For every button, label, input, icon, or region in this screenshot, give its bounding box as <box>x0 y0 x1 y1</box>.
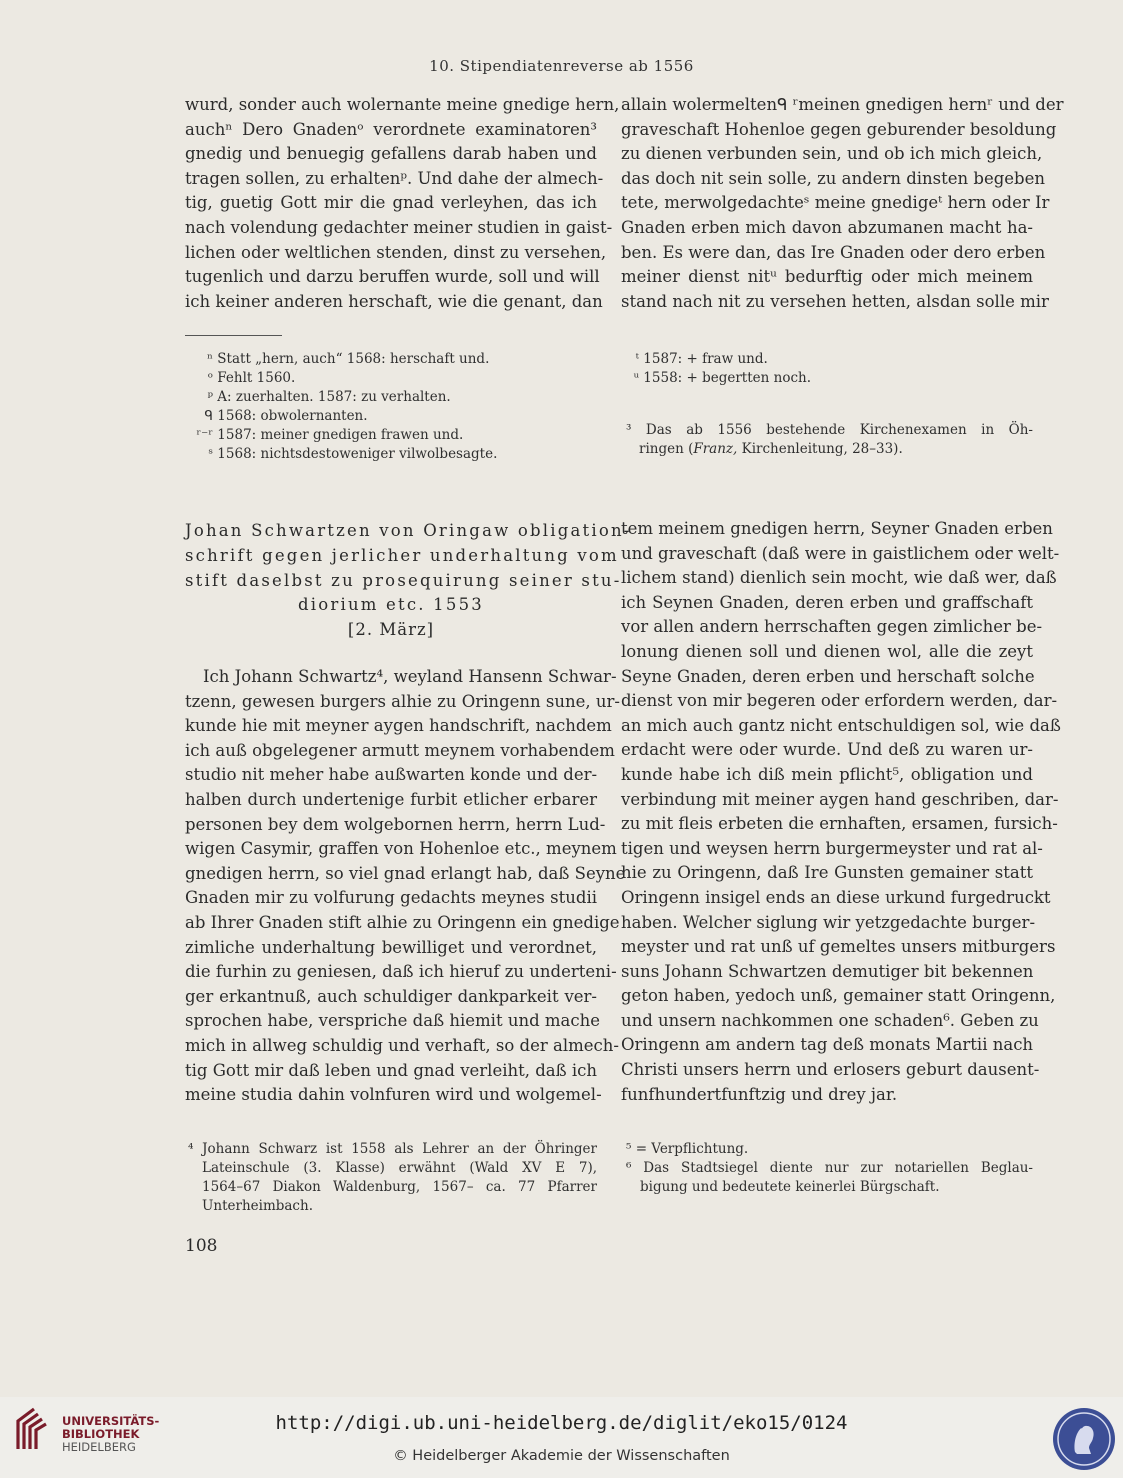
text-line: meyster und rat unß uf gemeltes unsers mitburgers <box>621 937 1056 957</box>
apparatus-notes-right <box>621 350 1033 388</box>
bottom-left-column <box>185 665 626 1108</box>
text-line: zu dienen verbunden sein, und ob ich mich gleich, <box>621 144 1043 164</box>
text-line: kunde habe ich diß mein pflicht⁵, obligation und <box>621 764 1033 784</box>
text-line: wurd, sonder auch wolernante meine gnedige hern, <box>185 95 620 114</box>
text-line: Ich Johann Schwartz⁴, weyland Hansenn Schwar- <box>203 667 617 686</box>
text-line: gnedigen herrn, so viel gnad erlangt hab, daß Seyne <box>185 863 626 883</box>
text-line: funfhundertfunftzig und drey jar. <box>621 1084 898 1104</box>
text-line: graveschaft Hohenloe gegen geburender besoldung <box>621 119 1057 139</box>
text-line: tugenlich und darzu beruffen wurde, soll und will <box>185 267 600 287</box>
academy-seal-graphic <box>1051 1406 1117 1472</box>
text-line: lichem stand) dienlich sein mocht, wie daß wer, daß <box>621 568 1057 588</box>
top-right-column <box>621 93 1064 314</box>
apparatus-note: ᵖ A: zuerhalten. 1587: zu verhalten. <box>207 389 451 405</box>
footnotes-right <box>626 1140 1033 1197</box>
footnote-line: Lateinschule (3. Klasse) erwähnt (Wald XV E 7), <box>202 1160 597 1176</box>
title-line: schrift gegen jerlicher underhaltung vom <box>185 545 619 565</box>
title-line: diorium etc. 1553 <box>298 595 484 615</box>
text-line: zimliche underhaltung bewilliget und verordnet, <box>185 937 597 957</box>
text-line: haben. Welcher siglung wir yetzgedachte burger- <box>621 912 1036 932</box>
text-line: gnedig und benuegig gefallens darab haben und <box>185 144 597 164</box>
text-line: allain wolermeltenᑫ ʳmeinen gnedigen hernʳ und der <box>621 95 1064 114</box>
text-line: die furhin zu geniesen, daß ich hieruf zu underteni- <box>185 962 617 982</box>
apparatus-note: ⁿ Statt „hern, auch“ 1568: herschaft und. <box>207 351 490 367</box>
apparatus-note: ˢ 1568: nichtsdestoweniger vilwolbesagte. <box>208 446 498 462</box>
apparatus-notes-left <box>185 350 605 464</box>
footnotes-left <box>188 1140 597 1216</box>
bottom-right-column <box>621 517 1061 1107</box>
text-line: tigen und weysen herrn burgermeyster und rat al- <box>621 838 1043 858</box>
permalink-url[interactable]: http://digi.ub.uni-heidelberg.de/diglit/eko15/0124 <box>275 1412 848 1434</box>
footnote-line: 1564–67 Diakon Waldenburg, 1567– ca. 77 Pfarrer <box>202 1179 597 1195</box>
text-line: tete, merwolgedachteˢ meine gnedigeᵗ hern oder Ir <box>621 193 1050 213</box>
text-line: kunde hie mit meyner aygen handschrift, nachdem <box>185 716 612 736</box>
text-line: Oringenn am andern tag deß monats Martii nach <box>621 1035 1034 1055</box>
text-line: dienst von mir begeren oder erfordern werden, dar- <box>621 691 1058 711</box>
text-line: vor allen andern herrschaften gegen zimlicher be- <box>621 617 1043 637</box>
text-line: halben durch undertenige furbit etlicher erbarer <box>185 789 597 809</box>
text-line: das doch nit sein solle, zu andern dinsten begeben <box>621 168 1046 188</box>
text-line: auchⁿ Dero Gnadenᵒ verordnete examinatoren³ <box>185 119 597 139</box>
text-line: Seyne Gnaden, deren erben und herschaft solche <box>621 666 1035 686</box>
title-line: stift daselbst zu prosequirung seiner stu- <box>185 570 622 590</box>
footnote-line: ⁵ = Verpflichtung. <box>626 1141 749 1157</box>
text-line: ich Seynen Gnaden, deren erben und graffschaft <box>621 592 1033 612</box>
text-line: Oringenn insigel ends an diese urkund furgedruckt <box>621 887 1051 907</box>
text-line: tzenn, gewesen burgers alhie zu Oringenn sune, ur- <box>185 691 620 711</box>
title-date: [2. März] <box>347 620 435 640</box>
footnote-line: ⁴ Johann Schwarz ist 1558 als Lehrer an der Öhringer <box>188 1141 597 1157</box>
text-line: tem meinem gnedigen herrn, Seyner Gnaden erben <box>621 519 1053 538</box>
text-line: geton haben, yedoch unß, gemainer statt Oringenn, <box>621 986 1056 1006</box>
text-line: ab Ihrer Gnaden stift alhie zu Oringenn ein gnedige <box>185 912 620 932</box>
text-line: und unsern nachkommen one schaden⁶. Geben zu <box>621 1010 1039 1030</box>
footnote-line: Unterheimbach. <box>202 1198 313 1214</box>
footnote-line: ⁶ Das Stadtsiegel diente nur zur notariellen Beglau- <box>626 1160 1033 1176</box>
academy-seal-icon[interactable] <box>1051 1406 1117 1472</box>
text-line: Gnaden mir zu volfurung gedachts meynes studii <box>185 888 597 908</box>
text-line: erdacht were oder wurde. Und deß zu waren ur- <box>621 740 1033 760</box>
top-left-column <box>185 93 620 314</box>
text-line: stand nach nit zu versehen hetten, alsdan solle mir <box>621 291 1049 311</box>
text-line: tig Gott mir daß leben und gnad verleiht, daß ich <box>185 1060 598 1080</box>
text-line: lonung dienen soll und dienen wol, alle die zeyt <box>621 641 1033 661</box>
text-line: an mich auch gantz nicht entschuldigen sol, wie daß <box>621 715 1061 735</box>
text-line: meine studia dahin volnfuren wird und wolgemel- <box>185 1085 602 1105</box>
copyright-text: © Heidelberger Akademie der Wissenschaften <box>393 1448 730 1464</box>
text-line: wigen Casymir, graffen von Hohenloe etc., meynem <box>185 839 617 859</box>
footnote-line: ³ Das ab 1556 bestehende Kirchenexamen in Öh- <box>626 422 1033 438</box>
text-line: und graveschaft (daß were in gaistlichem oder welt- <box>621 543 1060 563</box>
text-line: Gnaden erben mich davon abzumanen macht ha- <box>621 217 1033 237</box>
text-line: hie zu Oringenn, daß Ire Gunsten gemainer statt <box>621 863 1033 883</box>
title-line: Johan Schwartzen von Oringaw obligation- <box>185 521 632 540</box>
text-line: tig, guetig Gott mir die gnad verleyhen, das ich <box>185 193 597 213</box>
text-line: studio nit meher habe außwarten konde und der- <box>185 765 598 785</box>
logo-text: UNIVERSITÄTS- BIBLIOTHEK HEIDELBERG <box>62 1414 160 1454</box>
document-title <box>185 519 632 643</box>
text-line: lichen oder weltlichen stenden, dinst zu versehen, <box>185 242 607 262</box>
text-line: tragen sollen, zu erhaltenᵖ. Und dahe der almech- <box>185 168 604 188</box>
text-line: mich in allweg schuldig und verhaft, so der almech- <box>185 1035 619 1055</box>
text-line: nach volendung gedachter meiner studien in gaist- <box>185 217 613 237</box>
apparatus-note: ᵒ Fehlt 1560. <box>207 370 296 386</box>
apparatus-note: ᑫ 1568: obwolernanten. <box>204 408 368 424</box>
footnote-rule-top <box>185 335 282 336</box>
text-line: personen bey dem wolgebornen herrn, herrn Lud- <box>185 814 606 834</box>
text-line: meiner dienst nitᵘ bedurftig oder mich meinem <box>621 267 1033 287</box>
text-line: sprochen habe, verspriche daß hiemit und mache <box>185 1011 600 1031</box>
text-line: ger erkantnuß, auch schuldiger dankparkeit ver- <box>185 986 597 1006</box>
apparatus-note: ᵘ 1558: + begertten noch. <box>633 370 812 386</box>
text-line: ben. Es were dan, das Ire Gnaden oder dero erben <box>621 242 1046 262</box>
text-line: ich auß obgelegener armutt meynem vorhabendem <box>185 740 615 760</box>
text-line: ich keiner anderen herschaft, wie die genant, dan <box>185 291 603 311</box>
running-title: 10. Stipendiatenreverse ab 1556 <box>429 57 694 75</box>
text-line: zu mit fleis erbeten die ernhaften, ersamen, fursich- <box>621 814 1058 834</box>
footnote-line: ringen (Franz, Kirchenleitung, 28–33). <box>639 441 903 457</box>
footnote-line: bigung und bedeutete keinerlei Bürgschaft. <box>640 1179 940 1195</box>
text-line: suns Johann Schwartzen demutiger bit bekennen <box>621 961 1034 981</box>
apparatus-note: ʳ⁻ʳ 1587: meiner gnedigen frawen und. <box>196 427 464 443</box>
page-number: 108 <box>185 1236 218 1256</box>
text-line: verbindung mit meiner aygen hand geschriben, dar- <box>621 789 1059 809</box>
text-line: Christi unsers herrn und erlosers geburt dausent- <box>621 1060 1040 1080</box>
footnote-3 <box>626 421 1033 459</box>
apparatus-note: ᵗ 1587: + fraw und. <box>635 351 768 367</box>
